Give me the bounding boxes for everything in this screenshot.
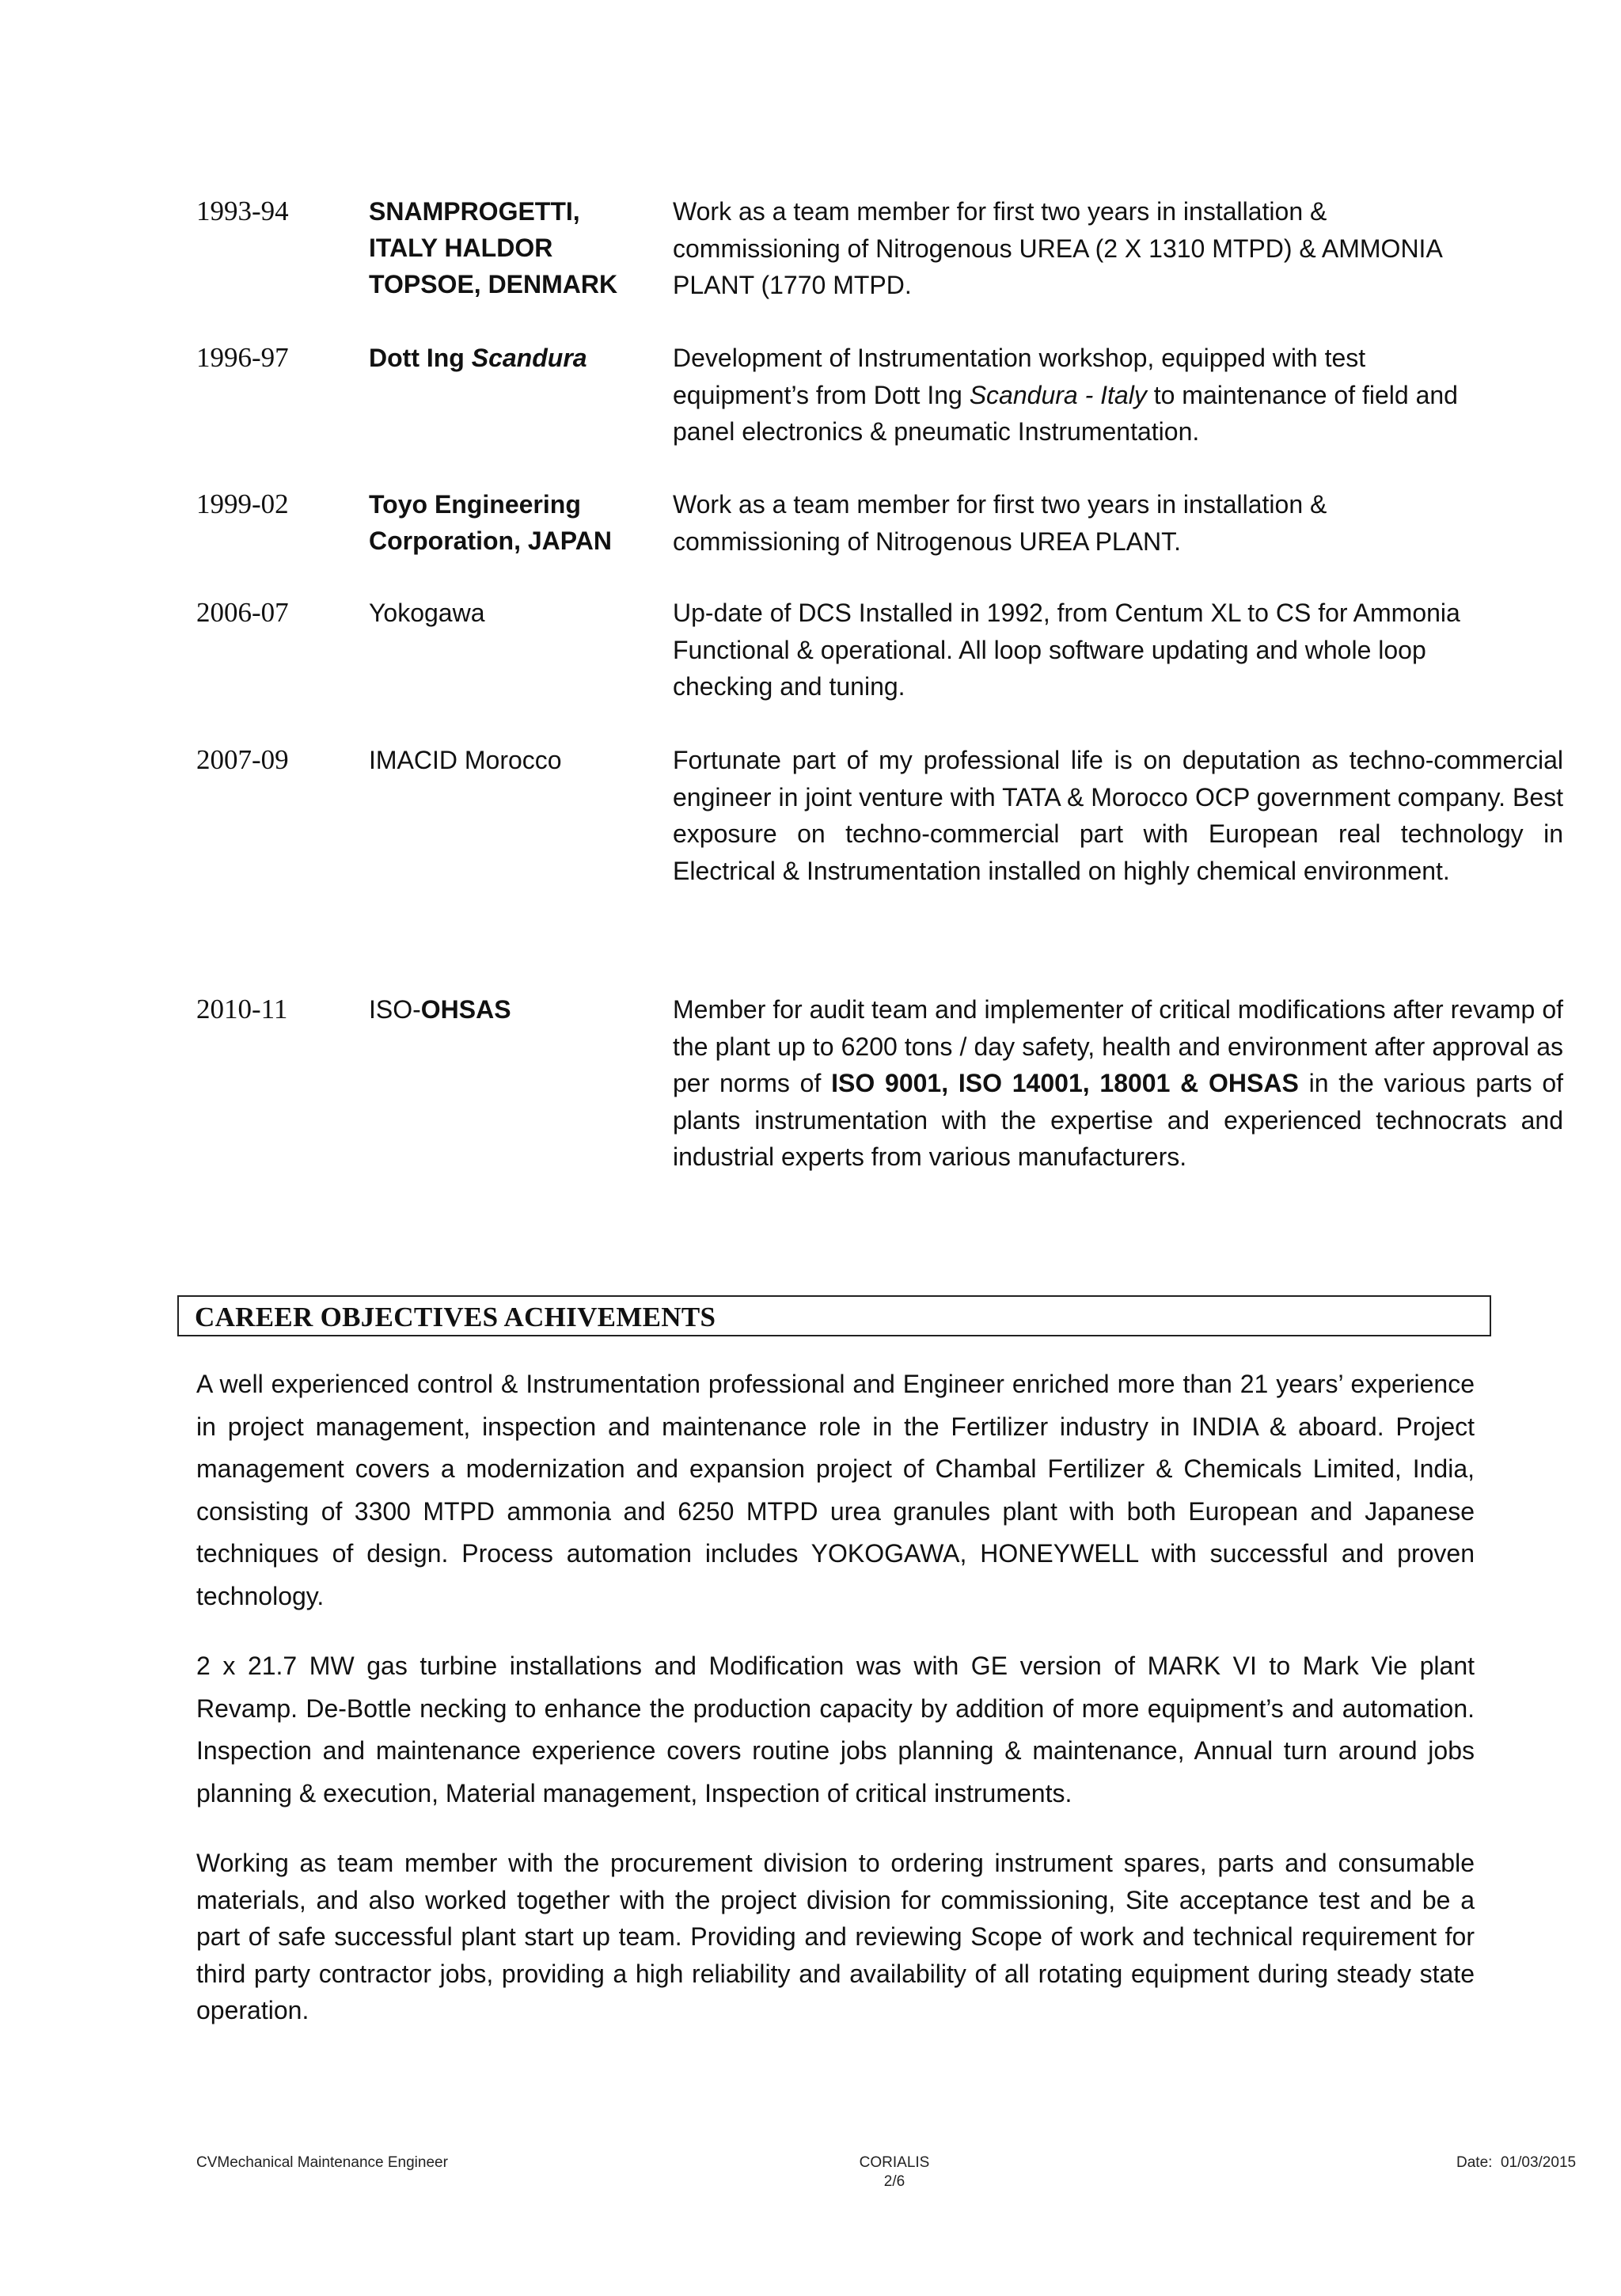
- footer-document-title: CVMechanical Maintenance Engineer: [196, 2154, 448, 2171]
- entry-organization: [369, 193, 630, 302]
- entry-year: 2007-09: [196, 744, 289, 775]
- desc-line: equipment’s from Dott Ing: [673, 380, 962, 409]
- entry-organization: [369, 340, 630, 376]
- desc-line: checking and tuning.: [673, 672, 905, 701]
- entry-description: [673, 193, 1563, 304]
- entry-year: 1996-97: [196, 342, 289, 373]
- footer-company: CORIALIS: [859, 2154, 930, 2171]
- entry-year: 1999-02: [196, 488, 289, 519]
- iso-standards: ISO 9001, ISO 14001, 18001 & OHSAS: [831, 1069, 1299, 1097]
- objective-paragraph: Working as team member with the procurement division to ordering instrument spares, parts and consumable materials, and also worked together with the project division for commissioning, Site acceptance test and be a part of safe successful plant start up team. Providing and reviewing Scope of work and technical requirement for third party contractor jobs, providing a high reliability and availability of all rotating equipment during steady state operation.: [196, 1849, 1475, 2024]
- desc-line: Work as a team member for first two years in installation &: [673, 490, 1327, 519]
- footer-page-number: 2/6: [883, 2173, 905, 2190]
- desc-line: Up-date of DCS Installed in 1992, from Centum XL to CS for Ammonia: [673, 599, 1460, 627]
- entry-description: [673, 595, 1563, 705]
- footer-center: [815, 2153, 974, 2191]
- org-name: Dott Ing Scandura: [369, 344, 587, 372]
- desc-line: Work as a team member for first two years in installation &: [673, 197, 1327, 226]
- entry-year: 2006-07: [196, 597, 289, 628]
- desc-line: Functional & operational. All loop software updating and whole loop: [673, 635, 1426, 664]
- desc-line: Development of Instrumentation workshop, equipped with test: [673, 344, 1366, 372]
- section-header-box: [177, 1295, 1491, 1336]
- desc-italic: Scandura - Italy: [969, 380, 1147, 409]
- desc-line: panel electronics & pneumatic Instrumentation.: [673, 417, 1200, 446]
- footer-date: Date: 01/03/2015: [1456, 2154, 1577, 2171]
- desc-line: commissioning of Nitrogenous UREA PLANT.: [673, 526, 1182, 556]
- desc-line: PLANT (1770 MTPD.: [673, 271, 912, 299]
- objective-paragraph: 2 x 21.7 MW gas turbine installations and Modification was with GE version of MARK VI to Mark Vie plant Revamp. De-Bottle necking to enhance the production capacity by addition of more equipment’s and automation. Inspection and maintenance experience covers routine jobs planning & maintenance, Annual turn around jobs planning & execution, Material management, Inspection of critical instruments.: [196, 1652, 1475, 1808]
- objective-paragraph: A well experienced control & Instrumentation professional and Engineer enriched more than 21 years’ experience in project management, inspection and maintenance role in the Fertilizer industry in INDIA & aboard. Project management covers a modernization and expansion project of Chambal Fertilizer & Chemicals Limited, India, consisting of 3300 MTPD ammonia and 6250 MTPD urea granules plant with both European and Japanese techniques of design. Process automation includes YOKOGAWA, HONEYWELL with successful and proven technology.: [196, 1370, 1475, 1610]
- entry-organization: IMACID Morocco: [369, 746, 562, 774]
- org-line: TOPSOE, DENMARK: [369, 270, 618, 298]
- entry-description: Member for audit team and implementer of critical modifications after revamp of the plant up to 6200 tons / day safety, health and environment after approval as per norms of ISO 9001, ISO 14001, 18001 & OHSAS in the various parts of plants instrumentation with the expertise and experienced technocrats and industrial experts from various manufacturers.: [673, 995, 1564, 1171]
- entry-description: [673, 486, 1563, 560]
- org-line: SNAMPROGETTI,: [369, 197, 580, 226]
- org-line: ITALY HALDOR: [369, 234, 553, 262]
- section-title: CAREER OBJECTIVES ACHIVEMENTS: [195, 1302, 716, 1332]
- entry-year: 1993-94: [196, 196, 289, 226]
- entry-organization: Yokogawa: [369, 599, 485, 627]
- desc-line: to maintenance of field and: [1153, 380, 1458, 409]
- entry-description: [673, 340, 1563, 450]
- entry-organization: [369, 486, 630, 559]
- org-line: Corporation, JAPAN: [369, 526, 612, 555]
- desc-line: commissioning of Nitrogenous UREA (2 X 1310 MTPD) & AMMONIA: [673, 234, 1443, 263]
- entry-description: Fortunate part of my professional life is on deputation as techno-commercial engineer in joint venture with TATA & Morocco OCP government company. Best exposure on techno-commercial part with European real technology in Electrical & Instrumentation installed on highly chemical environment.: [673, 746, 1563, 885]
- entry-organization: ISO-OHSAS: [369, 995, 511, 1024]
- entry-year: 2010-11: [196, 994, 288, 1024]
- org-line: Toyo Engineering: [369, 490, 581, 519]
